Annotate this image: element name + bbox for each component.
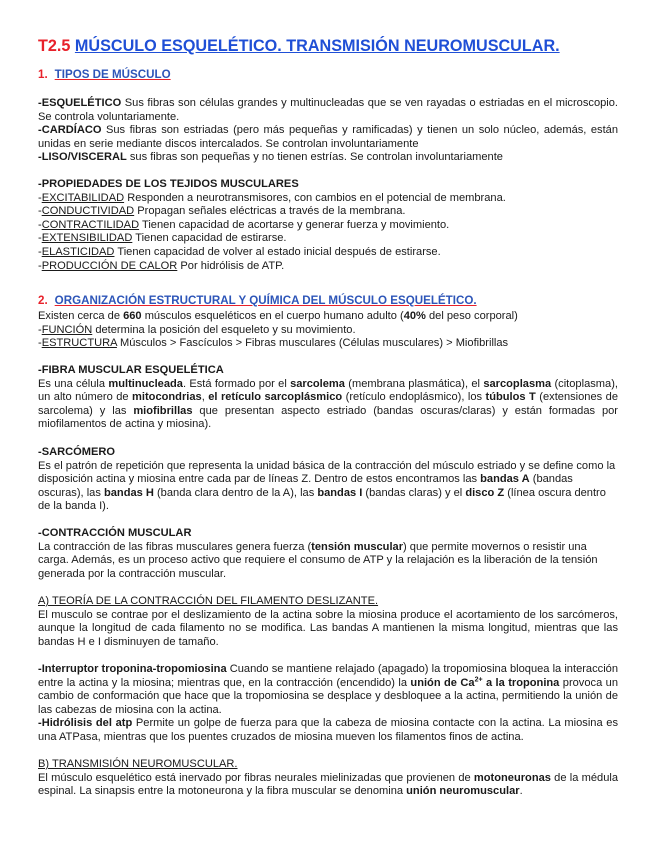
interruptor-block [38, 663, 618, 745]
type-esqueletico: -ESQUELÉTICO Sus fibras son células grandes y multinucleadas que se ven rayadas o estriadas en el microscopio. Se controla voluntariamente. [38, 97, 618, 123]
type-liso: -LISO/VISCERAL sus fibras son pequeñas y no tienen estrías. Se controlan involuntariamente [38, 151, 503, 164]
teoria-filamento [38, 595, 618, 649]
intro-line: Existen cerca de 660 músculos esqueléticos en el cuerpo humano adulto (40% del peso corporal) [38, 310, 518, 322]
fibra-muscular [38, 364, 618, 432]
page-title [38, 37, 560, 56]
contraccion-heading: -CONTRACCIÓN MUSCULAR [38, 527, 192, 539]
sarcomero [38, 446, 618, 514]
section-1-title: TIPOS DE MÚSCULO [54, 68, 171, 81]
prop-item: -EXTENSIBILIDAD Tienen capacidad de estirarse. [38, 232, 287, 245]
title-text: MÚSCULO ESQUELÉTICO. TRANSMISIÓN NEUROMUSCULAR. [74, 37, 560, 55]
sarcomero-paragraph: Es el patrón de repetición que representa la unidad básica de la contracción del músculo estriado y se define como la disposición actina y miosina entre cada par de líneas Z. Dentro de estos encontramos las bandas A (bandas oscuras), las bandas H (banda clara dentro de la A), las bandas I (bandas claras) y el disco Z (línea oscura dentro de la banda I). [38, 459, 616, 513]
type-cardiaco: -CARDÍACO Sus fibras son estriadas (pero más pequeñas y ramificadas) y tienen un solo núcleo, además, están unidas en serie mediante discos intercalados. Se controlan involuntariamente [38, 124, 618, 150]
prop-item: -ELASTICIDAD Tienen capacidad de volver al estado inicial después de estirarse. [38, 245, 441, 258]
fibra-heading: -FIBRA MUSCULAR ESQUELÉTICA [38, 364, 224, 376]
properties-heading: -PROPIEDADES DE LOS TEJIDOS MUSCULARES [38, 178, 299, 190]
section-2-intro [38, 310, 618, 351]
transmision-paragraph: El músculo esquelético está inervado por fibras neurales mielinizadas que provienen de motoneuronas de la médula espinal. La sinapsis entre la motoneurona y la fibra muscular se denomina unión neuromuscular. [38, 771, 618, 798]
teoria-paragraph: El musculo se contrae por el deslizamiento de la actina sobre la miosina produce el acortamiento de los sarcómeros, aunque la longitud de cada filamento no se modifica. Las bandas A mantienen la misma longitud, mientras que las bandas H e I disminuyen de tamaño. [38, 608, 618, 648]
funcion-line: -FUNCIÓN determina la posición del esqueleto y su movimiento. [38, 323, 356, 336]
section-1-heading [38, 68, 171, 81]
sarcomero-heading: -SARCÓMERO [38, 446, 116, 458]
muscle-types [38, 97, 618, 165]
prop-item: -PRODUCCIÓN DE CALOR Por hidrólisis de ATP. [38, 259, 285, 272]
prop-item: -EXCITABILIDAD Responden a neurotransmisores, con cambios en el potencial de membrana. [38, 191, 506, 204]
section-2-title: ORGANIZACIÓN ESTRUCTURAL Y QUÍMICA DEL MÚSCULO ESQUELÉTICO. [54, 294, 477, 307]
section-2-number: 2. [38, 294, 48, 307]
section-2-heading [38, 294, 477, 307]
teoria-heading: A) TEORÍA DE LA CONTRACCIÓN DEL FILAMENTO DESLIZANTE. [38, 595, 379, 607]
title-number: T2.5 [38, 37, 71, 55]
prop-item: -CONTRACTILIDAD Tienen capacidad de acortarse y generar fuerza y movimiento. [38, 218, 450, 231]
properties [38, 178, 618, 273]
transmision-heading: B) TRANSMISIÓN NEUROMUSCULAR. [38, 758, 238, 770]
transmision-block [38, 758, 618, 799]
contraccion-muscular [38, 527, 618, 581]
contraccion-paragraph: La contracción de las fibras musculares genera fuerza (tensión muscular) que permite movernos o resistir una carga. Además, es un proceso activo que requiere el consumo de ATP y la relajación es la liberación de la tensión generada por la contracción muscular. [38, 540, 598, 580]
fibra-paragraph: Es una célula multinucleada. Está formado por el sarcolema (membrana plasmática), el sarcoplasma (citoplasma), un alto número de mitocondrias, el retículo sarcoplásmico (retículo endoplásmico), los túbulos T (extensiones de sarcolema) y las miofibrillas que presentan aspecto estriado (bandas oscuras/claras) y están formadas por miofilamentos de actina y miosina). [38, 377, 618, 431]
interruptor-paragraph: -Interruptor troponina-tropomiosina Cuando se mantiene relajado (apagado) la tropomiosina bloquea la interacción entre la actina y la miosina; mientras que, en la contracción (encendido) la unión de $Ca^{2+}$ a la troponina provoca un cambio de conformación que hace que la tropomiosina se desplace y desbloquee a la actina, permitiendo la unión de las cabezas de miosina con la actina. [38, 663, 618, 716]
hidrolisis-paragraph: -Hidrólisis del atp Permite un golpe de fuerza para que la cabeza de miosina contacte con la actina. La miosina es una ATPasa, mientras que los puentes cruzados de miosina mueven los filamentos finos de actina. [38, 717, 618, 743]
prop-item: -CONDUCTIVIDAD Propagan señales eléctricas a través de la membrana. [38, 205, 406, 218]
estructura-line: -ESTRUCTURA Músculos > Fascículos > Fibras musculares (Células musculares) > Miofibrillas [38, 337, 509, 350]
section-1-number: 1. [38, 68, 48, 81]
